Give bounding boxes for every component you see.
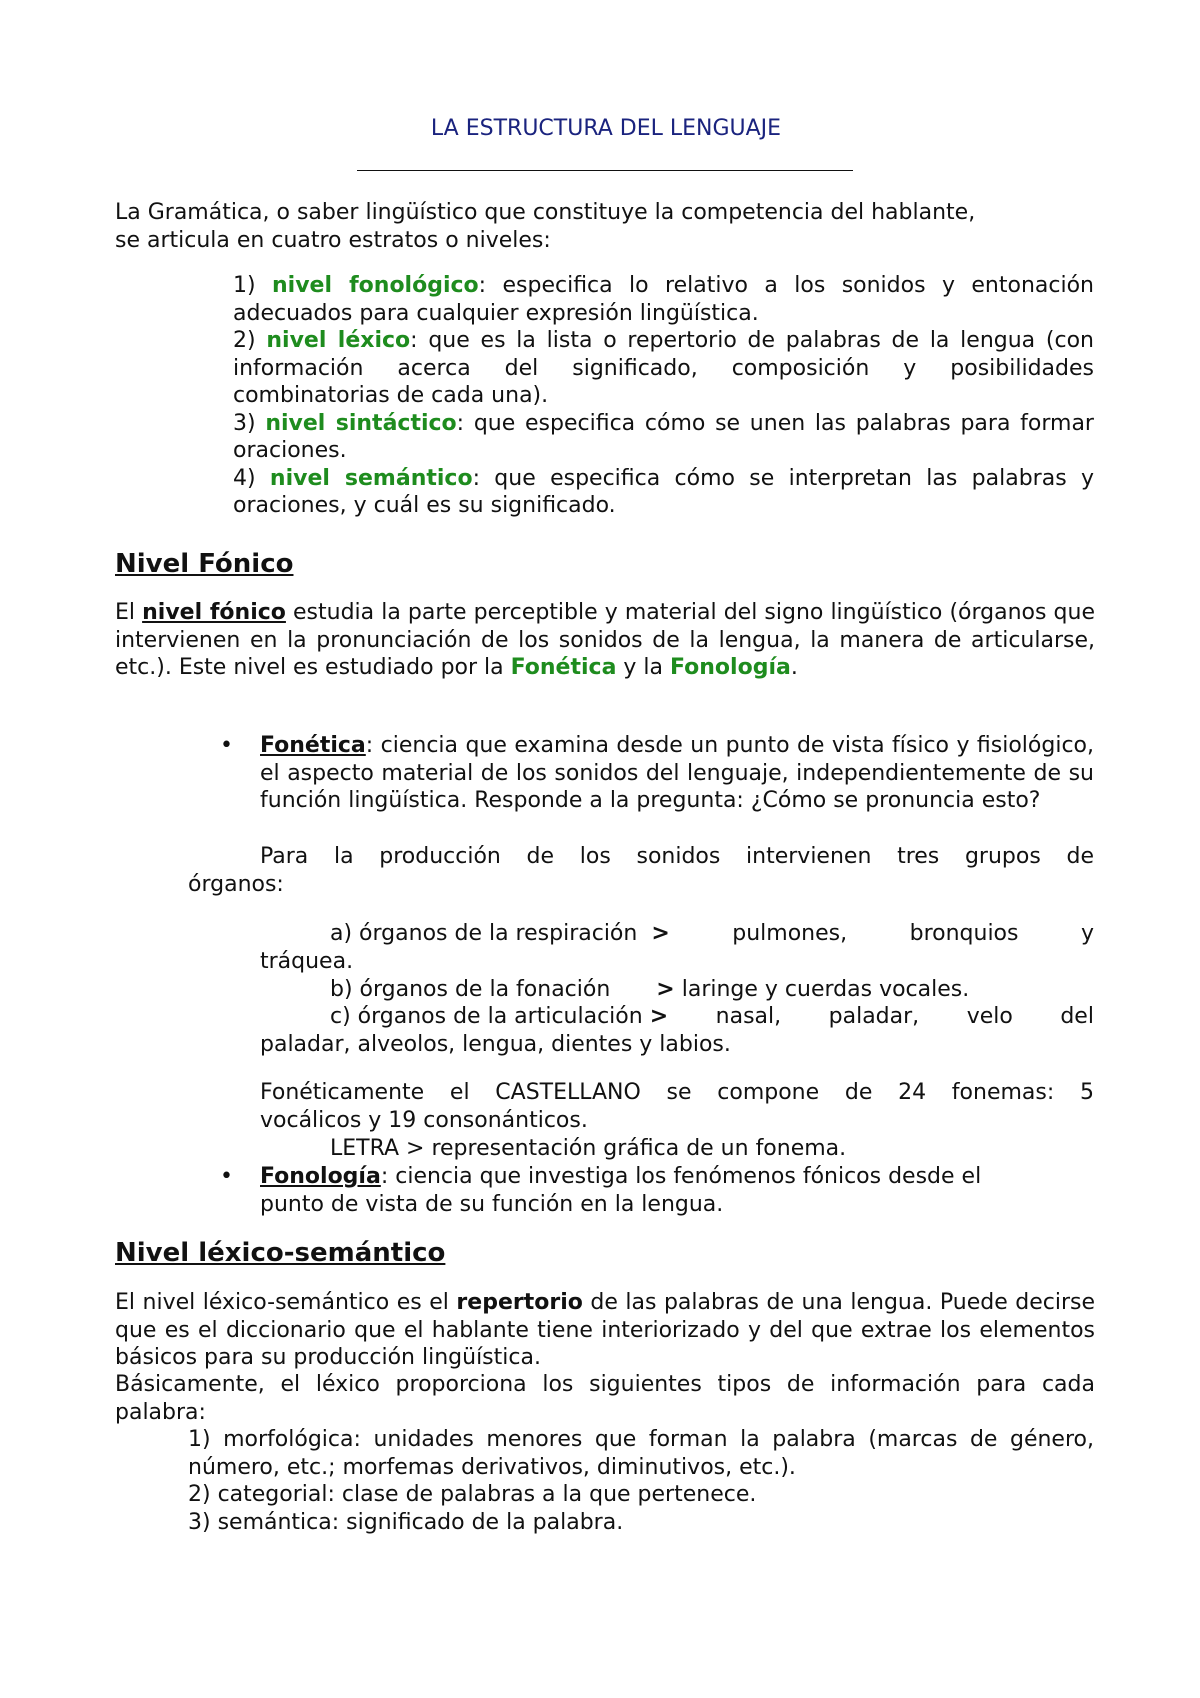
level-item-4: 4) nivel semántico: que especifica cómo se interpretan las palabras y oraciones, y cuál es su significado. <box>233 465 1095 518</box>
level-name: nivel sintáctico <box>265 410 457 436</box>
term-nivel-fonico: nivel fónico <box>142 600 286 625</box>
bullet-icon: • <box>220 733 233 758</box>
term-fonologia: Fonología <box>670 655 791 680</box>
intro-line-2: se articula en cuatro estratos o niveles: <box>115 227 551 253</box>
section-heading-lexico: Nivel léxico-semántico <box>115 1238 446 1268</box>
organ-a: a) órganos de la respiración > pulmones, bronquios y <box>330 921 1094 946</box>
section-heading-fonico: Nivel Fónico <box>115 549 294 579</box>
lexico-paragraph-2: Básicamente, el léxico proporciona los siguientes tipos de información para cada palabra: <box>115 1372 1095 1425</box>
organ-c: c) órganos de la articulación > nasal, paladar, velo del <box>330 1004 1094 1029</box>
organ-c-cont: paladar, alveolos, lengua, dientes y labios. <box>260 1032 731 1057</box>
term-fonetica: Fonética <box>510 655 617 680</box>
levels-list <box>233 272 1094 520</box>
level-item-1: 1) nivel fonológico: especifica lo relativo a los sonidos y entonación adecuados para cualquier expresión lingüística. <box>233 273 1094 326</box>
page-title: LA ESTRUCTURA DEL LENGUAJE <box>430 116 782 141</box>
lexico-info-list <box>188 1426 1094 1536</box>
bullet-icon: • <box>220 1164 233 1189</box>
list-item: 1) morfológica: unidades menores que forman la palabra (marcas de género, número, etc.; morfemas derivativos, diminutivos, etc.). <box>188 1427 1094 1480</box>
lexico-paragraph-1: El nivel léxico-semántico es el repertorio de las palabras de una lengua. Puede decirse que es el diccionario que el hablante tiene interiorizado y del que extrae los elementos básicos para su producción lingüística. <box>115 1290 1095 1370</box>
term-repertorio: repertorio <box>456 1290 583 1315</box>
castellano-line-1: Fonéticamente el CASTELLANO se compone de 24 fonemas: 5 <box>260 1080 1094 1105</box>
list-item: 2) categorial: clase de palabras a la que pertenece. <box>188 1482 757 1507</box>
term-fonetica-bullet: Fonética <box>260 733 366 758</box>
letra-line: LETRA > representación gráfica de un fonema. <box>330 1136 847 1161</box>
organ-a-cont: tráquea. <box>260 949 354 974</box>
fonetica-item: Fonética: ciencia que examina desde un punto de vista físico y fisiológico, el aspecto material de los sonidos del lenguaje, independientemente de su función lingüística. Responde a la pregunta: ¿Cómo se pronuncia esto? <box>260 733 1094 813</box>
fonico-paragraph: El nivel fónico estudia la parte perceptible y material del signo lingüístico (órganos que intervienen en la pronunciación de los sonidos de la lengua, la manera de articularse, etc.). Este nivel es estudiado por la Fonética y la Fonología. <box>115 600 1096 680</box>
level-name: nivel fonológico <box>272 273 479 298</box>
list-item: 3) semántica: significado de la palabra. <box>188 1509 624 1535</box>
level-name: nivel léxico <box>266 328 411 353</box>
organ-b: b) órganos de la fonación > laringe y cuerdas vocales. <box>330 977 970 1002</box>
term-fonologia-bullet: Fonología <box>260 1164 381 1189</box>
level-item-2: 2) nivel léxico: que es la lista o repertorio de palabras de la lengua (con información acerca del significado, composición y posibilidades combinatorias de cada una). <box>233 328 1094 408</box>
level-item-3: 3) nivel sintáctico: que especifica cómo se unen las palabras para formar oraciones. <box>233 410 1094 463</box>
castellano-line-2: vocálicos y 19 consonánticos. <box>260 1108 588 1133</box>
intro-line-1: La Gramática, o saber lingüístico que constituye la competencia del hablante, <box>115 200 976 225</box>
organs-intro-line-2: órganos: <box>188 872 284 897</box>
intro-paragraph <box>115 199 1095 254</box>
fonologia-item: Fonología: ciencia que investiga los fenómenos fónicos desde el punto de vista de su función en la lengua. <box>260 1164 982 1217</box>
organs-intro-line-1: Para la producción de los sonidos intervienen tres grupos de <box>260 844 1094 869</box>
title-underline <box>357 170 853 171</box>
level-name: nivel semántico <box>269 465 473 491</box>
